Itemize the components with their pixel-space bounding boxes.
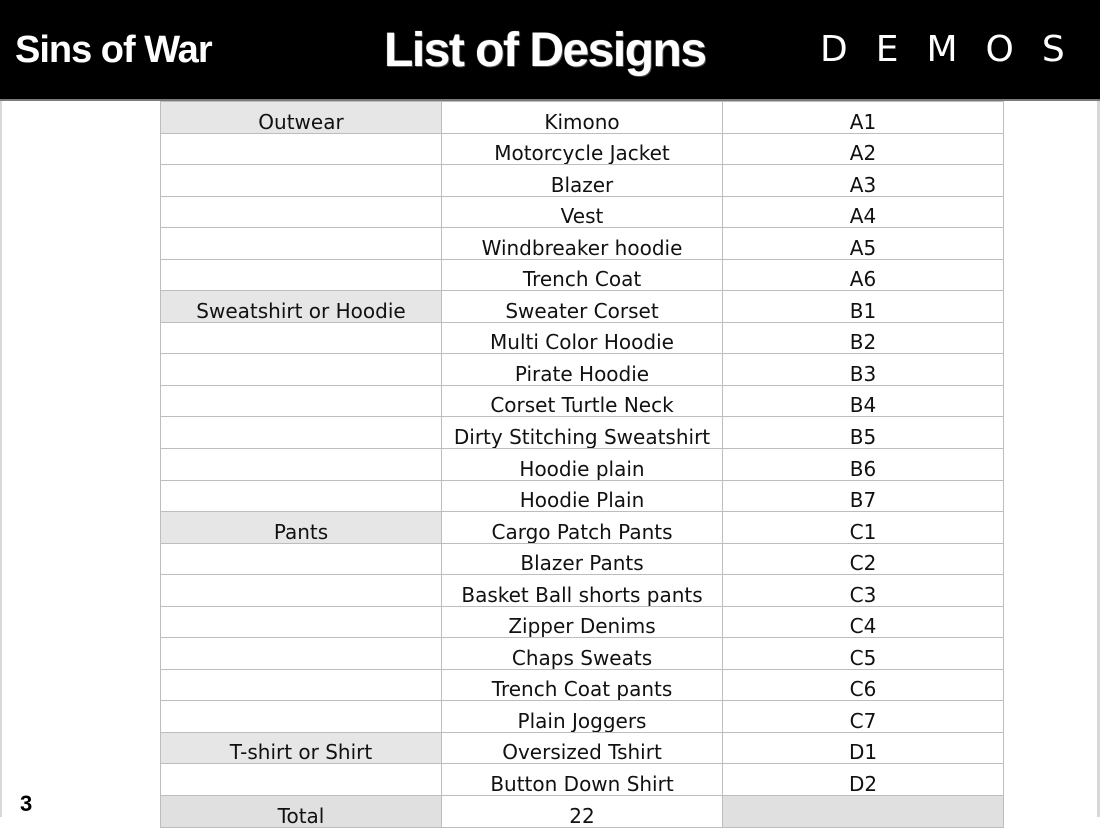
code-cell: B5 (723, 417, 1004, 449)
design-cell: Windbreaker hoodie (442, 228, 723, 260)
category-cell (161, 165, 442, 197)
category-cell (161, 606, 442, 638)
code-cell: C3 (723, 575, 1004, 607)
total-value: 22 (442, 796, 723, 828)
code-cell: C1 (723, 512, 1004, 544)
category-cell (161, 259, 442, 291)
table-row (161, 732, 1004, 764)
design-cell: Hoodie plain (442, 449, 723, 481)
total-label: Total (161, 796, 442, 828)
page-number: 3 (20, 791, 33, 816)
category-cell: Pants (161, 512, 442, 544)
design-cell: Hoodie Plain (442, 480, 723, 512)
table-row (161, 259, 1004, 291)
design-cell: Oversized Tshirt (442, 732, 723, 764)
category-cell (161, 196, 442, 228)
table-row (161, 417, 1004, 449)
code-cell: B2 (723, 322, 1004, 354)
table-row (161, 449, 1004, 481)
design-cell: Multi Color Hoodie (442, 322, 723, 354)
total-row (161, 796, 1004, 828)
table-row (161, 512, 1004, 544)
category-cell: Outwear (161, 102, 442, 134)
designs-table (160, 101, 1004, 828)
left-border (0, 101, 2, 817)
design-cell: Corset Turtle Neck (442, 385, 723, 417)
category-cell (161, 417, 442, 449)
table-row (161, 480, 1004, 512)
category-cell (161, 354, 442, 386)
code-cell: C7 (723, 701, 1004, 733)
category-cell (161, 228, 442, 260)
code-cell: A6 (723, 259, 1004, 291)
table-row (161, 764, 1004, 796)
code-cell: A2 (723, 133, 1004, 165)
table-row (161, 669, 1004, 701)
table-row (161, 638, 1004, 670)
table-row (161, 575, 1004, 607)
table-row (161, 102, 1004, 134)
category-cell (161, 543, 442, 575)
header-bar (0, 0, 1100, 101)
code-cell: B6 (723, 449, 1004, 481)
design-cell: Sweater Corset (442, 291, 723, 323)
code-cell: B3 (723, 354, 1004, 386)
design-cell: Vest (442, 196, 723, 228)
category-cell (161, 638, 442, 670)
category-cell: T-shirt or Shirt (161, 732, 442, 764)
design-cell: Trench Coat pants (442, 669, 723, 701)
category-cell (161, 764, 442, 796)
total-code-cell (723, 796, 1004, 828)
table-row (161, 322, 1004, 354)
table-row (161, 701, 1004, 733)
design-cell: Zipper Denims (442, 606, 723, 638)
design-cell: Plain Joggers (442, 701, 723, 733)
designs-table-body (161, 102, 1004, 828)
table-row (161, 228, 1004, 260)
table-row (161, 543, 1004, 575)
table-row (161, 165, 1004, 197)
design-cell: Blazer (442, 165, 723, 197)
category-cell (161, 480, 442, 512)
category-cell (161, 449, 442, 481)
table-row (161, 196, 1004, 228)
category-cell (161, 669, 442, 701)
table-row (161, 291, 1004, 323)
page-title: List of Designs (384, 24, 706, 77)
table-row (161, 606, 1004, 638)
design-cell: Dirty Stitching Sweatshirt (442, 417, 723, 449)
brand-name: Sins of War (15, 29, 212, 71)
code-cell: C4 (723, 606, 1004, 638)
design-cell: Button Down Shirt (442, 764, 723, 796)
code-cell: B4 (723, 385, 1004, 417)
code-cell: A5 (723, 228, 1004, 260)
category-cell (161, 322, 442, 354)
design-cell: Basket Ball shorts pants (442, 575, 723, 607)
table-row (161, 385, 1004, 417)
demos-tag: DEMOS (820, 29, 1093, 70)
design-cell: Pirate Hoodie (442, 354, 723, 386)
design-cell: Trench Coat (442, 259, 723, 291)
code-cell: A3 (723, 165, 1004, 197)
code-cell: B1 (723, 291, 1004, 323)
category-cell: Sweatshirt or Hoodie (161, 291, 442, 323)
category-cell (161, 575, 442, 607)
design-cell: Chaps Sweats (442, 638, 723, 670)
category-cell (161, 701, 442, 733)
design-cell: Blazer Pants (442, 543, 723, 575)
category-cell (161, 133, 442, 165)
code-cell: A4 (723, 196, 1004, 228)
code-cell: C5 (723, 638, 1004, 670)
code-cell: B7 (723, 480, 1004, 512)
code-cell: C2 (723, 543, 1004, 575)
code-cell: A1 (723, 102, 1004, 134)
table-row (161, 133, 1004, 165)
code-cell: C6 (723, 669, 1004, 701)
design-cell: Cargo Patch Pants (442, 512, 723, 544)
design-cell: Kimono (442, 102, 723, 134)
code-cell: D1 (723, 732, 1004, 764)
category-cell (161, 385, 442, 417)
code-cell: D2 (723, 764, 1004, 796)
table-row (161, 354, 1004, 386)
design-cell: Motorcycle Jacket (442, 133, 723, 165)
